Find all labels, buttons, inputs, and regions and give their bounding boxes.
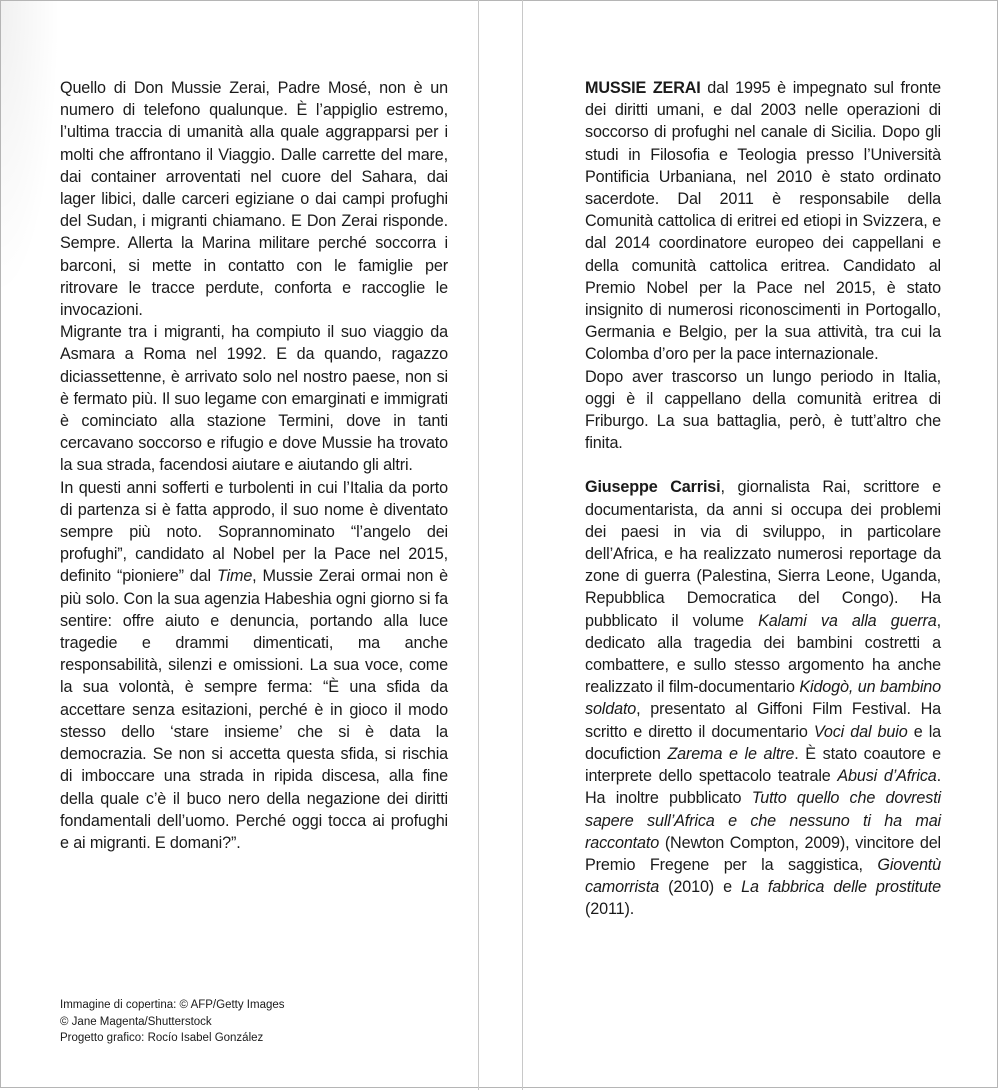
text-run: (2010) e (659, 878, 742, 897)
image-credits (60, 997, 460, 1047)
paragraph-intro: Quello di Don Mussie Zerai, Padre Mosé, non è un numero di telefono qualunque. È l’appiglio estremo, l’ultima traccia di umanità alla quale aggrapparsi per i molti che affrontano il Viaggio. Dalle carrette del mare, dai container arroventati nel cuore del Sahara, dai lager libici, dalle carceri egiziane o dai campi profughi del Sudan, i migranti chiamano. E Don Zerai risponde. Sempre. Allerta la Marina militare perché soccorra i barconi, si mette in contatto con le famiglie per ritrovare le tracce perdute, conforta e raccoglie le invocazioni. (60, 79, 448, 320)
book-title: La fabbrica delle prostitute (741, 878, 941, 897)
text-run: . Ha inoltre pubblicato (585, 767, 941, 808)
book-title: Gioventù camorrista (585, 855, 941, 897)
docufiction-title: Zarema e le altre (667, 744, 795, 763)
paragraph-spacer (585, 454, 941, 476)
author-name-carrisi: Giuseppe Carrisi (585, 478, 721, 497)
right-column (585, 77, 941, 921)
film-title: Kidogò, un bambino soldato (585, 678, 942, 719)
book-title: Kalami va alla guerra (758, 611, 937, 630)
text-run: dal 1995 è impegnato sul fronte dei diritti umani, e dal 2003 nelle operazioni di soccorso di profughi nel canale di Sicilia. Dopo gli studi in Filosofia e Teologia presso l’Università Pontificia Urbaniana, nel 2010 è stato ordinato sacerdote. Dal 2011 è responsabile della Comunità cattolica di eritrei ed etiopi in Svizzera, e dal 2014 coordinatore europeo dei cappellani e della comunità cattolica eritrea. Candidato al Premio Nobel per la Pace nel 2015, è stato insignito di numerosi riconoscimenti in Portogallo, Germania e Belgio, per la sua attività, tra cui la Colomba d’oro per la pace internazionale. (585, 79, 941, 364)
credit-shutterstock: © Jane Magenta/Shutterstock (60, 1015, 212, 1028)
documentary-title: Voci dal buio (813, 722, 908, 741)
text-run: , Mussie Zerai ormai non è più solo. Con la sua agenzia Habeshia ogni giorno si fa sentire: offre aiuto e denuncia, portando alla luce tragedie e drammi dimenticati, ma anche responsabilità, silenzi e omissioni. La sua voce, come la sua volontà, è sempre ferma: “È una sfida da accettare senza esitazioni, perché è in gioco il modo stesso dello ‘stare insieme’ che si è data la democrazia. Se non si accetta questa sfida, si rischia di imboccare una strada in ripida discesa, alla fine della quale c’è il buco nero della negazione dei diritti fondamentali dell’uomo. Perché oggi tocca ai profughi e ai migranti. E domani?”. (60, 567, 448, 852)
paragraph-migrant: Migrante tra i migranti, ha compiuto il suo viaggio da Asmara a Roma nel 1992. E da quando, ragazzo diciassettenne, è arrivato solo nel nostro paese, non si è fermato più. Il suo legame con emarginati e immigrati è cominciato alla stazione Termini, dove in tanti cercavano soccorso e rifugio e dove Mussie ha trovato la sua strada, facendosi aiutare e aiutando gli altri. (60, 323, 448, 475)
bio-zerai (585, 77, 941, 366)
text-run: , giornalista Rai, scrittore e documentarista, da anni si occupa dei problemi dei paesi in via di sviluppo, in particolare dell’Africa, e ha realizzato numerosi reportage da zone di guerra (Palestina, Sierra Leone, Uganda, Repubblica Democratica del Congo). Ha pubblicato il volume (585, 478, 941, 630)
credit-cover-image: Immagine di copertina: © AFP/Getty Images (60, 999, 285, 1011)
text-run: , dedicato alla tragedia dei bambini costretti a combattere, e sullo stesso argomento ha anche realizzato il film-documentario (585, 611, 941, 697)
author-name-zerai: MUSSIE ZERAI (585, 79, 701, 97)
gutter-line-right (522, 0, 523, 1090)
book-title: Tutto quello che dovresti sapere sull’Africa e che nessuno ti ha mai raccontato (585, 789, 941, 852)
paragraph-recent-years (60, 477, 448, 854)
gutter-line-left (478, 0, 479, 1090)
text-run: (2011). (585, 900, 635, 919)
time-magazine-title: Time (216, 567, 253, 586)
show-title: Abusi d’Africa (837, 767, 937, 786)
text-run: In questi anni sofferti e turbolenti in cui l’Italia da porto di partenza si è fatta approdo, il suo nome è diventato sempre più noto. Soprannominato “l’angelo dei profughi”, candidato al Nobel per la Pace nel 2015, definito “pioniere” dal (60, 478, 448, 586)
credit-graphic-design: Progetto grafico: Rocío Isabel González (60, 1032, 264, 1044)
bio-zerai-continued: Dopo aver trascorso un lungo periodo in Italia, oggi è il cappellano della comunità eritrea di Friburgo. La sua battaglia, però, è tutt’altro che finita. (585, 367, 941, 453)
text-run: (Newton Compton, 2009), vincitore del Premio Fregene per la saggistica, (585, 833, 941, 874)
bio-carrisi (585, 476, 941, 920)
text-run: . È stato coautore e interprete dello spettacolo teatrale (585, 744, 941, 786)
text-run: , presentato al Giffoni Film Festival. Ha scritto e diretto il documentario (585, 700, 941, 741)
left-column (60, 77, 448, 854)
text-run: e la docufiction (585, 722, 941, 763)
